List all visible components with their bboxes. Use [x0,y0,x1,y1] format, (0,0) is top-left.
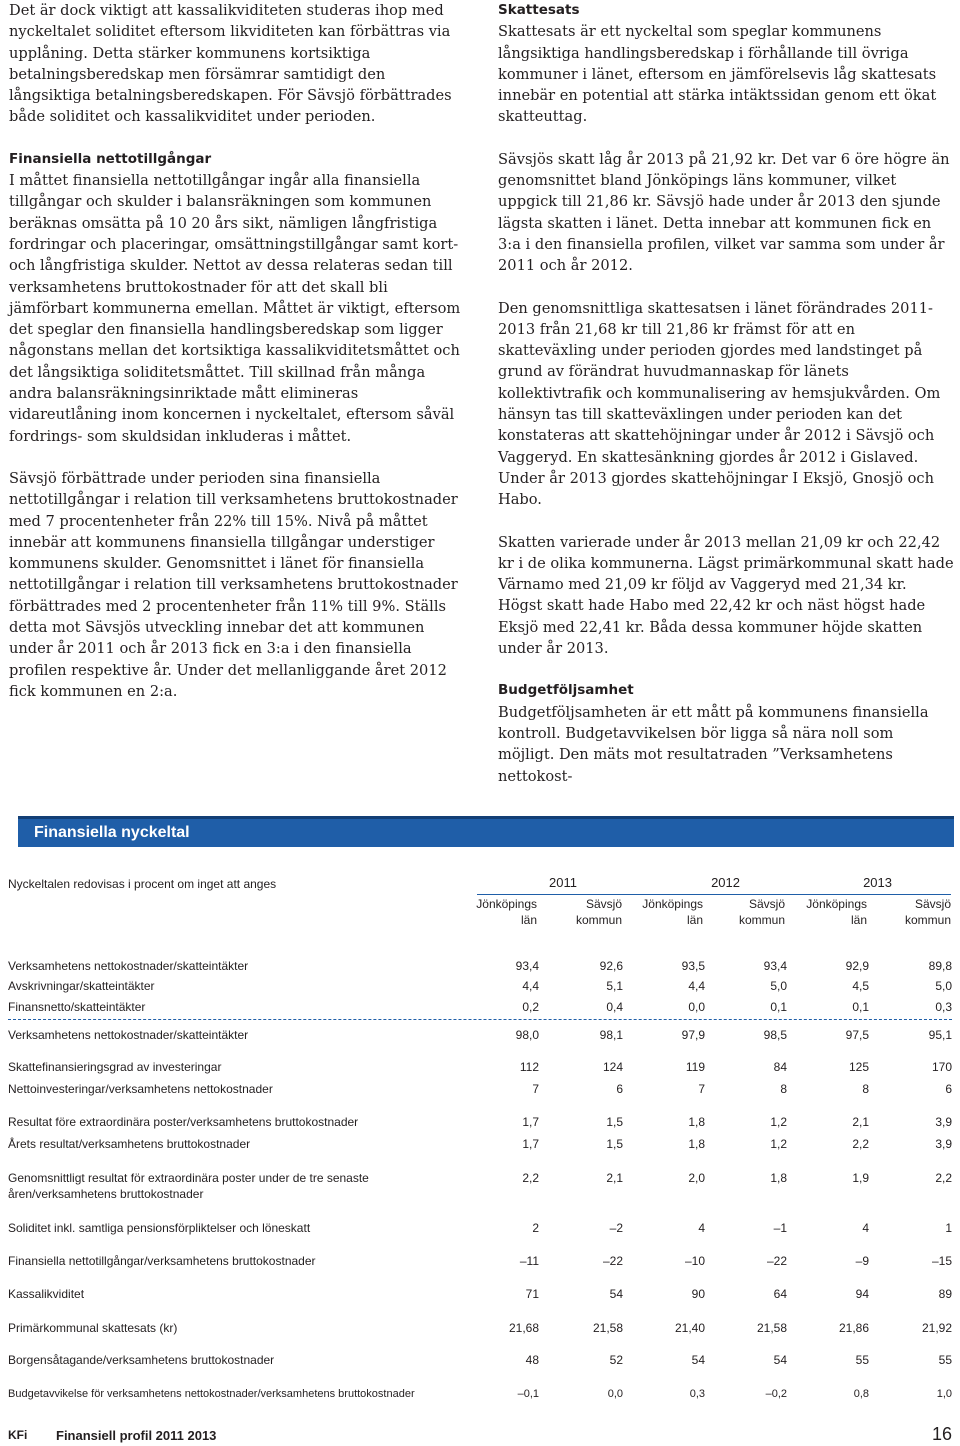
row-value: 4,5 [852,979,869,993]
row-label: Soliditet inkl. samtliga pensionsförpliktelser och löneskatt [8,1221,311,1235]
row-label: Genomsnittligt resultat för extraordinära poster under de tre senaste [8,1171,369,1185]
col-header-kommun-2011: Sävsjö kommun [575,897,622,927]
table-row [8,1027,952,1059]
row-value: 54 [609,1287,623,1301]
row-value: 97,9 [681,1028,705,1042]
right-column [498,0,954,808]
row-value: 92,9 [845,959,869,973]
paragraph-finansiella-definition: I måttet finansiella nettotillgångar ingår alla finansiella tillgångar och skulder i balansräkningen som kommunen beräknas omsätta på 10 20 års sikt, nämligen långfristiga fordringar och placeringar, omsättningstillgångar samt kort- och långfristiga skulder. Nettot av dessa relateras sedan till verksamhetens bruttokostnader för att det skall bli jämförbart kommunerna emellan. Måttet är viktigt, eftersom det speglar den finansiella handlingsberedskap som ligger någonstans mellan det kortsiktiga kassalikviditetsmåttet och det långsiktiga soliditetsmåttet. Till skillnad från många andra balansräkningsinriktade mått elimineras vidareutlåning inom koncernen i nyckeltalet, eftersom såväl fordrings- som skuldsidan inkluderas i måttet. [9,172,461,445]
row-label: Verksamhetens nettokostnader/skatteintäkter [8,1028,249,1042]
row-label: Verksamhetens nettokostnader/skatteintäkter [8,959,249,973]
row-value: –9 [855,1254,869,1268]
row-value: –1 [773,1221,787,1235]
row-value: 1,7 [522,1115,539,1129]
row-value: 1,8 [688,1115,705,1129]
row-label: Årets resultat/verksamhetens bruttokostnader [8,1137,251,1151]
heading-finansiella-nettotillgangar: Finansiella nettotillgångar [9,150,212,167]
table-banner-title: Finansiella nyckeltal [34,824,190,841]
table-row [8,1136,952,1168]
row-value: 55 [855,1353,869,1367]
row-value: 54 [691,1353,705,1367]
row-value: 21,86 [838,1321,869,1335]
row-value: 98,0 [515,1028,539,1042]
row-value: –10 [684,1254,705,1268]
row-value: 55 [938,1353,952,1367]
row-value: 5,0 [935,979,952,993]
row-value: 4,4 [688,979,705,993]
row-value: 95,1 [928,1028,952,1042]
row-value: 1,8 [770,1171,787,1185]
row-value: 5,1 [606,979,623,993]
row-value: 21,58 [756,1321,787,1335]
col-header-kommun-2013: Sävsjö kommun [904,897,951,927]
row-value: –2 [609,1221,623,1235]
row-value: 0,0 [688,1000,705,1014]
table-row [8,1286,952,1318]
row-label: Resultat före extraordinära poster/verksamhetens bruttokostnader [8,1115,359,1129]
row-value: 4,4 [522,979,539,993]
row-value: 0,1 [770,1000,787,1014]
col-header-lan-2013: Jönköpings län [806,897,867,927]
row-value: 125 [848,1060,869,1074]
row-value: 89 [938,1287,952,1301]
row-value: 112 [519,1060,539,1074]
row-value: 8 [862,1082,869,1096]
paragraph-soliditet: Det är dock viktigt att kassalikviditeten studeras ihop med nyckeltalet soliditet eftersom likviditeten kan förbättras via upplåning. Detta stärker kommunens kortsiktiga betalningsberedskap men försämrar samtidigt den långsiktiga betalningsberedskapen. För Sävsjö förbättrades både soliditet och kassalikviditet under perioden. [9,2,452,126]
row-value: 4 [862,1221,869,1235]
row-label: Budgetavvikelse för verksamhetens nettokostnader/verksamhetens bruttokostnader [8,1388,415,1400]
row-value: 0,8 [853,1388,869,1400]
row-value: 1,2 [770,1137,787,1151]
row-value: 119 [685,1060,705,1074]
row-value: –22 [602,1254,623,1268]
row-value: 2,2 [935,1171,952,1185]
row-value: 1,5 [606,1137,623,1151]
row-value: 4 [698,1221,705,1235]
row-value: 0,1 [852,1000,869,1014]
row-label: Avskrivningar/skatteintäkter [8,979,155,993]
row-value: –22 [766,1254,787,1268]
row-value: 7 [698,1082,705,1096]
row-value: 93,5 [681,959,705,973]
table-row [8,1386,952,1418]
row-value: 0,0 [607,1388,623,1400]
row-label: Primärkommunal skattesats (kr) [8,1321,178,1335]
row-value: 21,68 [508,1321,539,1335]
row-value: 170 [931,1060,952,1074]
row-label: Kassalikviditet [8,1287,85,1301]
row-value: 2,1 [606,1171,623,1185]
col-header-kommun-2012: Sävsjö kommun [738,897,785,927]
row-value: 1,2 [770,1115,787,1129]
section-divider [8,1019,952,1021]
heading-budgetfoljsamhet: Budgetföljsamhet [498,682,634,699]
row-label-continued: åren/verksamhetens bruttokostnader [8,1187,204,1201]
row-value: 8 [780,1082,787,1096]
row-value: 97,5 [845,1028,869,1042]
paragraph-savsjo-skatt: Sävsjös skatt låg år 2013 på 21,92 kr. Det var 6 öre högre än genomsnittet bland Jönköpings läns kommuner, vilket uppgick till 21,86 kr. Sävsjö hade under år 2013 den sjunde lägsta skatten i länet. Detta innebar att kommunen fick en 3:a i den finansiella profilen, vilket var samma som under år 2011 och år 2012. [498,150,950,275]
row-value: 89,8 [928,959,952,973]
row-value: 2 [532,1221,539,1235]
row-value: –0,2 [765,1388,787,1400]
row-value: 1 [945,1221,952,1235]
row-value: 2,2 [852,1137,869,1151]
row-value: 1,8 [688,1137,705,1151]
paragraph-genomsnitt-skattesats: Den genomsnittliga skattesatsen i länet förändrades 2011-2013 från 21,68 kr till 21,86 kr främst för att en skatteväxling under perioden gjordes med landstinget på grund av förändrat huvudmannaskap för länets kollektivtrafik och kommunalisering av hemsjukvården. Om hänsyn tas till skatteväxlingen under perioden kan det konstateras att skattehöjningar under år 2012 i Sävsjö och Vaggeryd. En skattesänkning gjordes år 2012 i Gislaved. Under år 2013 gjordes skattehöjningar I Eksjö, Gnosjö och Habo. [498,299,941,509]
year-2011: 2011 [549,875,577,890]
row-value: 0,4 [606,1000,623,1014]
row-value: 52 [609,1353,623,1367]
col-header-lan-2012: Jönköpings län [642,897,703,927]
row-value: 2,1 [852,1115,869,1129]
row-value: 21,58 [592,1321,623,1335]
row-value: 48 [525,1353,539,1367]
col-header-lan-2011: Jönköpings län [476,897,537,927]
row-value: 94 [855,1287,869,1301]
table-caption: Nyckeltalen redovisas i procent om inget att anges [8,877,277,891]
row-value: 6 [945,1082,952,1096]
row-value: 2,2 [522,1171,539,1185]
row-value: 92,6 [599,959,623,973]
row-value: 7 [532,1082,539,1096]
year-header-rule [477,894,951,895]
paragraph-skattesats-definition: Skattesats är ett nyckeltal som speglar kommunens långsiktiga handlingsberedskap i förhållande till övriga kommuner i länet, eftersom en jämförelsevis låg skattesats innebär en potential att stärka intäktssidan genom ett ökat skatteuttag. [498,23,937,126]
table-row [8,1081,952,1113]
row-value: 5,0 [770,979,787,993]
row-value: 0,2 [522,1000,539,1014]
footer-title: Finansiell profil 2011 2013 [56,1428,217,1443]
row-value: 71 [525,1287,539,1301]
row-value: 93,4 [763,959,787,973]
year-2013: 2013 [863,875,892,890]
row-value: –15 [931,1254,952,1268]
row-label: Borgensåtagande/verksamhetens bruttokostnader [8,1353,275,1367]
paragraph-skatt-variation: Skatten varierade under år 2013 mellan 21,09 kr och 22,42 kr i de olika kommunerna. Lägst primärkommunal skatt hade Värnamo med 21,09 kr följd av Vaggeryd med 21,34 kr. Högst skatt hade Habo med 22,42 kr och näst högst hade Eksjö med 22,41 kr. Båda dessa kommuner höjde skatten under år 2013. [498,533,954,658]
row-value: 84 [773,1060,787,1074]
row-value: 6 [616,1082,623,1096]
row-value: 0,3 [935,1000,952,1014]
row-value: 1,9 [852,1171,869,1185]
row-value: 90 [691,1287,705,1301]
left-column [9,0,464,723]
row-value: 1,7 [522,1137,539,1151]
row-value: 3,9 [935,1115,952,1129]
footer-brand: KFi [8,1428,28,1442]
row-value: 2,0 [688,1171,705,1185]
row-value: 1,5 [606,1115,623,1129]
table-banner [18,816,954,847]
page-number: 16 [931,1424,952,1444]
row-value: 21,92 [921,1321,952,1335]
row-label: Nettoinvesteringar/verksamhetens nettokostnader [8,1082,273,1096]
row-value: 98,5 [763,1028,787,1042]
table-row [8,1253,952,1285]
row-value: 3,9 [935,1137,952,1151]
paragraph-budgetfoljsamhet: Budgetföljsamheten är ett mått på kommunens finansiella kontroll. Budgetavvikelsen bör ligga så nära noll som möjligt. Den mäts mot resultatraden ”Verksamhetens nettokost- [498,703,929,785]
row-value: 0,3 [689,1388,705,1400]
heading-skattesats: Skattesats [498,2,580,18]
row-value: –0,1 [517,1388,539,1400]
row-value: 98,1 [599,1028,623,1042]
paragraph-finansiella-savsjo: Sävsjö förbättrade under perioden sina finansiella nettotillgångar i relation till verksamhetens bruttokostnader med 7 procentenheter från 22% till 15%. Nivå på måttet innebär att kommunens finansiella tillgångar understiger kommunens skulder. Genomsnittet i länet för finansiella nettotillgångar i relation till verksamhetens bruttokostnader förbättrades med 2 procentenheter från 11% till 9%. Ställs detta mot Sävsjös utveckling innebar det att kommunen under år 2011 och år 2013 fick en 3:a i den finansiella profilen respektive år. Under det mellanliggande året 2012 fick kommunen en 2:a. [9,469,458,700]
row-value: 21,40 [674,1321,705,1335]
page-footer [8,1426,952,1446]
row-value: 54 [773,1353,787,1367]
table-row [8,1170,952,1202]
row-value: –11 [519,1254,539,1268]
row-value: 64 [773,1287,787,1301]
year-2012: 2012 [711,875,740,890]
row-value: 124 [602,1060,623,1074]
row-label: Finansiella nettotillgångar/verksamhetens bruttokostnader [8,1254,316,1268]
row-value: 93,4 [515,959,539,973]
table-row [8,1352,952,1384]
table-row [8,1320,952,1352]
row-label: Skattefinansieringsgrad av investeringar [8,1060,222,1074]
row-label: Finansnetto/skatteintäkter [8,1000,146,1014]
table-row [8,1220,952,1252]
row-value: 1,0 [936,1388,952,1400]
